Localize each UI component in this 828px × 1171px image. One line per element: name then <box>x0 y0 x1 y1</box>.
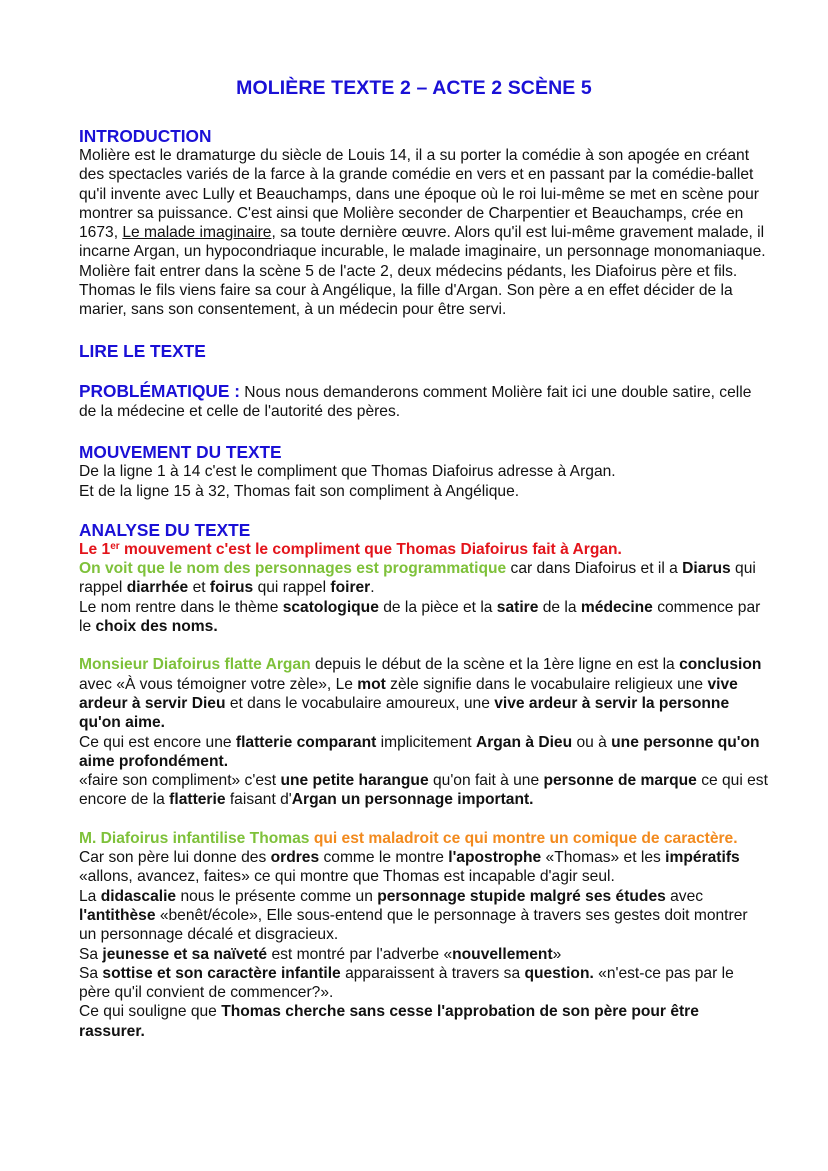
green-highlight: Monsieur Diafoirus flatte Argan <box>79 656 311 674</box>
problematique-label: PROBLÉMATIQUE : <box>79 380 240 401</box>
analyse-paragraph-3e: Ce qui souligne que Thomas cherche sans cesse l'approbation de son père pour être rassurer. <box>79 1003 699 1040</box>
introduction-heading: INTRODUCTION <box>79 126 212 146</box>
document-body <box>79 126 769 1041</box>
problematique-text: Nous nous demanderons comment Molière fait ici une double satire, celle de la médecine et celle de l'autorité des pères. <box>79 383 752 420</box>
analyse-paragraph-3-title <box>79 829 769 848</box>
introduction-text: Molière est le dramaturge du siècle de Louis 14, il a su porter la comédie à son apogée en créant des spectacles variés de la farce à la grande comédie en vers et en passant par la comédie-ballet qu'il invente avec Lully et Beauchamps, dans une époque où le roi lui-même se met en scène pour montrer sa puissance. C'est ainsi que Molière seconder de Charpentier et Beauchamps, crée en 1673, <box>79 147 759 242</box>
mouvement-line-2: Et de la ligne 15 à 32, Thomas fait son compliment à Angélique. <box>79 482 520 500</box>
analyse-paragraph-3: Car son père lui donne des ordres comme le montre l'apostrophe «Thomas» et les impératifs «allons, avancez, faites» ce qui montre que Thomas est incapable d'agir seul. <box>79 849 740 886</box>
analyse-paragraph-2b: Ce qui est encore une flatterie comparant implicitement Argan à Dieu ou à une personne qu'on aime profondément. <box>79 733 760 770</box>
analyse-paragraph-2: Monsieur Diafoirus flatte Argan depuis le début de la scène et la 1ère ligne en est la conclusion avec «À vous témoigner votre zèle», Le mot zèle signifie dans le vocabulaire religieux une vive ardeur à servir Dieu et dans le vocabulaire amoureux, une vive ardeur à servir la personne qu'on aime. <box>79 656 762 732</box>
analyse-paragraph-1b: Le nom rentre dans le thème scatologique de la pièce et la satire de la médecine commence par le choix des noms. <box>79 598 761 636</box>
introduction-text-cont: , sa toute dernière œuvre. Alors qu'il est lui-même gravement malade, il incarne Argan, un hypocondriaque incurable, le malade imaginaire, un personnage monomaniaque. Molière fait entrer dans la scène 5 de l'acte 2, deux médecins pédants, les Diafoirus père et fils. Thomas le fils viens faire sa cour à Angélique, la fille d'Argan. Son père a en effet décider de la marier, sans son consentement, à un médecin pour être servi. <box>79 224 766 319</box>
analyse-paragraph-3c: Sa jeunesse et sa naïveté est montré par l'adverbe «nouvellement» <box>79 945 562 963</box>
work-title: Le malade imaginaire <box>122 224 272 242</box>
orange-highlight: qui est maladroit ce qui montre un comique de caractère. <box>309 829 738 847</box>
mouvement-section <box>79 442 769 501</box>
analyse-paragraph-2c: «faire son compliment» c'est une petite harangue qu'on fait à une personne de marque ce qui est encore de la flatterie faisant d'Argan un personnage important. <box>79 772 768 809</box>
analyse-paragraph-3b: La didascalie nous le présente comme un personnage stupide malgré ses études avec l'antithèse «benêt/école», Elle sous-entend que le personnage à travers ses gestes doit montrer un personnage décalé et disgracieux. <box>79 887 748 944</box>
introduction-section <box>79 126 769 320</box>
analyse-paragraph-3d: Sa sottise et son caractère infantile apparaissent à travers sa question. «n'est-ce pas par le père qu'il convient de commencer?». <box>79 964 734 1002</box>
page-title: MOLIÈRE TEXTE 2 – ACTE 2 SCÈNE 5 <box>236 77 592 99</box>
mouvement-line-1: De la ligne 1 à 14 c'est le compliment que Thomas Diafoirus adresse à Argan. <box>79 463 616 481</box>
green-highlight: M. Diafoirus infantilise Thomas <box>79 829 310 847</box>
introduction-paragraph <box>79 146 769 320</box>
analyse-paragraph-1: On voit que le nom des personnages est programmatique car dans Diafoirus et il a Diarus qui rappel diarrhée et foirus qui rappel foirer. <box>79 560 756 597</box>
analyse-heading: ANALYSE DU TEXTE <box>79 519 251 540</box>
movement-1-title: Le 1er mouvement c'est le compliment que Thomas Diafoirus fait à Argan. <box>79 540 622 558</box>
problematique-paragraph <box>79 382 769 422</box>
analyse-section <box>79 520 769 1041</box>
green-highlight: On voit que le nom des personnages est programmatique <box>79 560 507 578</box>
lire-le-texte-heading: LIRE LE TEXTE <box>79 340 206 361</box>
mouvement-heading: MOUVEMENT DU TEXTE <box>79 442 282 463</box>
